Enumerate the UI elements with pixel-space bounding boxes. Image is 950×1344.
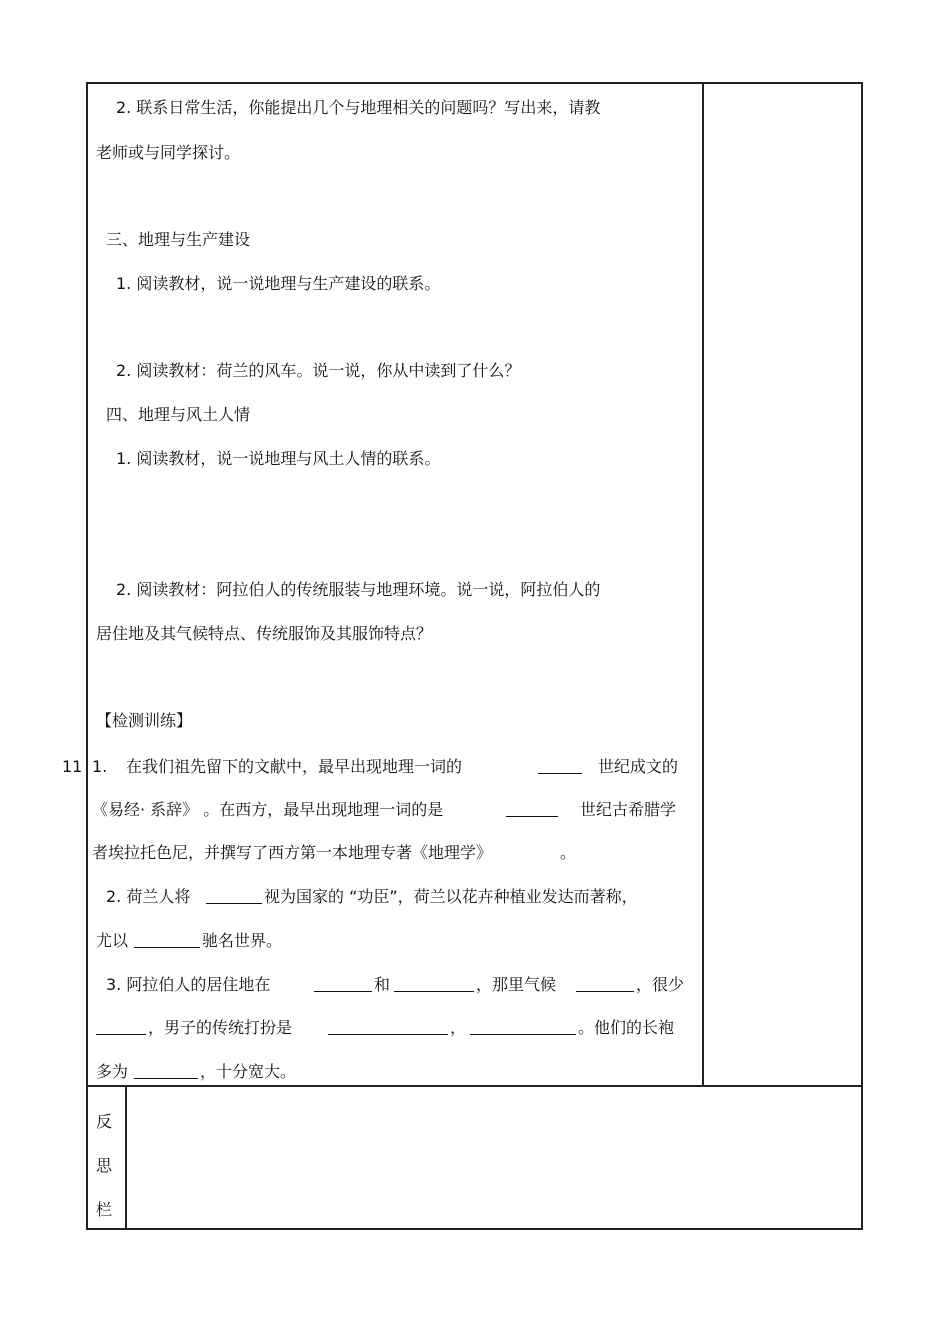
section4-question2-line2: 居住地及其气候特点、传统服饰及其服饰特点？: [96, 624, 433, 643]
exercise2-blank-1[interactable]: [206, 887, 262, 909]
exercise3-text-f: ，: [450, 1018, 467, 1037]
exercise1-text-d: 世纪古希腊学: [580, 800, 677, 819]
table-border-bottom: [86, 1228, 862, 1230]
exercise2-blank-2[interactable]: [134, 931, 200, 953]
exercise3-text-b: 和: [374, 975, 391, 994]
exercise3-blank-3[interactable]: [576, 975, 634, 997]
section3-question1: 1. 阅读教材，说一说地理与生产建设的联系。: [116, 274, 441, 293]
exercise1-text-f: 。: [560, 843, 577, 862]
section4-question2-line1: 2. 阅读教材：阿拉伯人的传统服装与地理环境。说一说，阿拉伯人的: [116, 580, 601, 599]
table-border-left: [86, 82, 88, 1230]
reflection-label-char-1: 反: [96, 1112, 113, 1131]
exercise3-text-d: ，很少: [636, 975, 685, 994]
exercise1-number: 1.: [92, 757, 108, 776]
exercise1-text-e: 者埃拉托色尼，并撰写了西方第一本地理专著《地理学》: [92, 843, 493, 862]
exercise3-text-i: ，十分宽大。: [200, 1062, 297, 1081]
exercise3-blank-1[interactable]: [314, 975, 372, 997]
exercise3-text-h: 多为: [96, 1062, 129, 1081]
reflection-label-char-3: 栏: [96, 1200, 113, 1219]
section3-heading: 三、地理与生产建设: [106, 230, 251, 249]
section4-question1: 1. 阅读教材，说一说地理与风土人情的联系。: [116, 449, 441, 468]
section4-heading: 四、地理与风土人情: [106, 405, 251, 424]
exercise3-text-c: ，那里气候: [476, 975, 557, 994]
exercise2-text-a: 2. 荷兰人将: [106, 887, 191, 906]
exercise3-text-a: 3. 阿拉伯人的居住地在: [106, 975, 271, 994]
exercise3-blank-4[interactable]: [96, 1018, 146, 1040]
table-border-top: [86, 82, 862, 84]
table-inner-divider: [702, 82, 704, 1086]
section3-question2: 2. 阅读教材：荷兰的风车。说一说，你从中读到了什么？: [116, 361, 521, 380]
exercise1-text-b: 世纪成文的: [598, 757, 679, 776]
reflection-area[interactable]: [127, 1087, 860, 1227]
table-border-right: [861, 82, 863, 1230]
section2-question2-line1: 2. 联系日常生活，你能提出几个与地理相关的问题吗？写出来，请教: [116, 98, 601, 117]
exercise1-blank-1[interactable]: [538, 757, 582, 779]
exercise1-text-a: 在我们祖先留下的文献中，最早出现地理一词的: [126, 757, 463, 776]
reflection-label-char-2: 思: [96, 1156, 113, 1175]
exercise2-text-d: 驰名世界。: [202, 931, 283, 950]
exercise3-blank-5[interactable]: [328, 1018, 448, 1040]
exercise3-text-g: 。他们的长袍: [578, 1018, 675, 1037]
exercise3-text-e: ，男子的传统打扮是: [148, 1018, 293, 1037]
exercise2-text-c: 尤以: [96, 931, 129, 950]
exercise3-blank-7[interactable]: [134, 1062, 198, 1084]
exercise2-text-b: 视为国家的 “功臣”，荷兰以花卉种植业发达而著称，: [264, 887, 638, 906]
section2-question2-line2: 老师或与同学探讨。: [96, 143, 241, 162]
exercise3-blank-6[interactable]: [470, 1018, 576, 1040]
exercise3-blank-2[interactable]: [394, 975, 474, 997]
exercise-heading: 【检测训练】: [96, 711, 193, 730]
margin-number: 11: [62, 757, 83, 776]
exercise1-blank-2[interactable]: [506, 800, 558, 822]
exercise1-text-c: 《易经· 系辞》 。在西方，最早出现地理一词的是: [92, 800, 444, 819]
